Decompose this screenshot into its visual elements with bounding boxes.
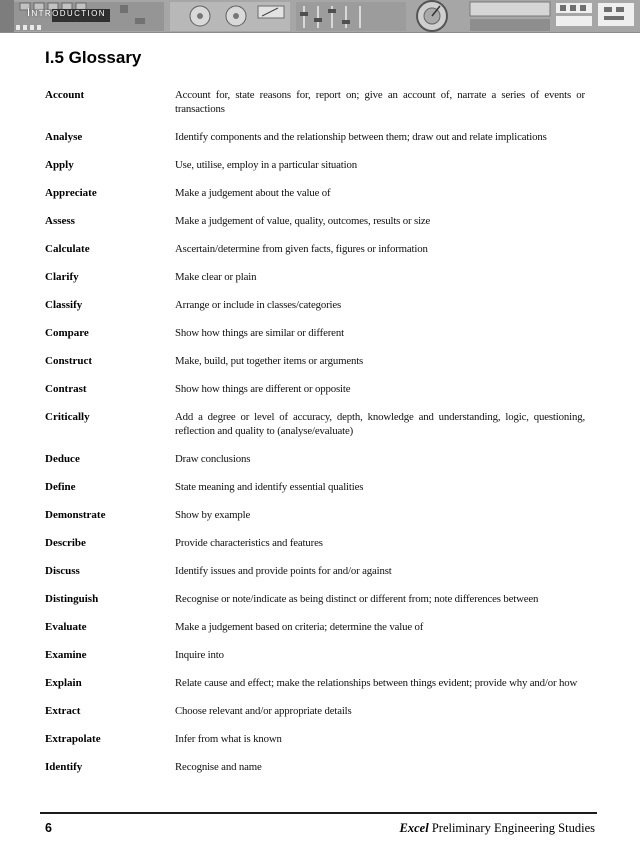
glossary-definition: Make a judgement based on criteria; determine the value of [175, 621, 424, 633]
glossary-entry [45, 676, 585, 690]
glossary-term: Extrapolate [45, 733, 101, 745]
glossary-entry [45, 760, 585, 774]
glossary-entry [45, 732, 585, 746]
glossary-entry [45, 130, 585, 144]
glossary-entry [45, 648, 585, 662]
glossary-definition: Make clear or plain [175, 271, 257, 283]
book-title-rest: Preliminary Engineering Studies [428, 821, 595, 835]
glossary-definition: Account for, state reasons for, report on; give an account of, narrate a series of events or transactions [175, 89, 585, 115]
glossary-definition: Draw conclusions [175, 453, 251, 465]
glossary-term: Assess [45, 215, 75, 227]
glossary-term: Discuss [45, 565, 80, 577]
glossary-entry [45, 536, 585, 550]
glossary-definition: Relate cause and effect; make the relationships between things evident; provide why and/or how [175, 677, 578, 689]
glossary-entry [45, 158, 585, 172]
glossary-term: Distinguish [45, 593, 99, 605]
glossary-definition: Use, utilise, employ in a particular situation [175, 159, 358, 171]
glossary-definition: Add a degree or level of accuracy, depth, knowledge and understanding, logic, questioning, reflection and quality to (analyse/evaluate) [175, 411, 585, 437]
glossary-term: Critically [45, 411, 90, 423]
glossary-term: Deduce [45, 453, 80, 465]
glossary-entry [45, 480, 585, 494]
glossary-entry [45, 410, 585, 438]
header-banner [0, 0, 640, 33]
glossary-entry [45, 452, 585, 466]
glossary-definition: Provide characteristics and features [175, 537, 323, 549]
glossary-term: Apply [45, 159, 74, 171]
glossary-term: Calculate [45, 243, 90, 255]
footer-row [40, 821, 597, 836]
glossary-term: Extract [45, 705, 81, 717]
glossary-term: Identify [45, 761, 83, 773]
glossary-entry [45, 564, 585, 578]
glossary-list [45, 88, 585, 774]
glossary-definition: Make a judgement about the value of [175, 187, 331, 199]
glossary-entry [45, 88, 585, 116]
glossary-term: Appreciate [45, 187, 97, 199]
glossary-term: Analyse [45, 131, 83, 143]
page-number: 6 [45, 821, 52, 835]
glossary-definition: Show how things are different or opposite [175, 383, 351, 395]
page-footer [40, 812, 597, 837]
glossary-entry [45, 326, 585, 340]
glossary-definition: State meaning and identify essential qualities [175, 481, 364, 493]
glossary-term: Account [45, 89, 85, 101]
glossary-term: Contrast [45, 383, 87, 395]
glossary-definition: Recognise or note/indicate as being distinct or different from; note differences between [175, 593, 539, 605]
page-title: I.5 Glossary [45, 48, 142, 67]
glossary-term: Describe [45, 537, 86, 549]
glossary-definition: Recognise and name [175, 761, 262, 773]
glossary-entry [45, 270, 585, 284]
glossary-definition: Infer from what is known [175, 733, 282, 745]
glossary-definition: Show by example [175, 509, 251, 521]
glossary-entry [45, 382, 585, 396]
glossary-entry [45, 704, 585, 718]
glossary-term: Explain [45, 677, 82, 689]
glossary-entry [45, 214, 585, 228]
glossary-term: Clarify [45, 271, 79, 283]
glossary-term: Evaluate [45, 621, 87, 633]
glossary-definition: Ascertain/determine from given facts, figures or information [175, 243, 428, 255]
glossary-term: Classify [45, 299, 83, 311]
glossary-entry [45, 508, 585, 522]
glossary-term: Examine [45, 649, 87, 661]
glossary-term: Demonstrate [45, 509, 106, 521]
page-content [0, 48, 640, 774]
footer-rule [40, 812, 597, 815]
section-label: Introduction [27, 7, 106, 19]
book-title [400, 821, 595, 836]
glossary-entry [45, 242, 585, 256]
glossary-term: Compare [45, 327, 89, 339]
glossary-term: Construct [45, 355, 93, 367]
glossary-entry [45, 620, 585, 634]
glossary-definition: Identify components and the relationship between them; draw out and relate implications [175, 131, 547, 143]
glossary-entry [45, 354, 585, 368]
glossary-definition: Inquire into [175, 649, 224, 661]
glossary-entry [45, 298, 585, 312]
glossary-definition: Arrange or include in classes/categories [175, 299, 342, 311]
glossary-term: Define [45, 481, 76, 493]
glossary-entry [45, 186, 585, 200]
glossary-definition: Make, build, put together items or arguments [175, 355, 364, 367]
book-series-name: Excel [399, 821, 429, 835]
glossary-entry [45, 592, 585, 606]
glossary-definition: Show how things are similar or different [175, 327, 344, 339]
glossary-definition: Identify issues and provide points for and/or against [175, 565, 392, 577]
glossary-definition: Make a judgement of value, quality, outcomes, results or size [175, 215, 431, 227]
glossary-definition: Choose relevant and/or appropriate details [175, 705, 352, 717]
